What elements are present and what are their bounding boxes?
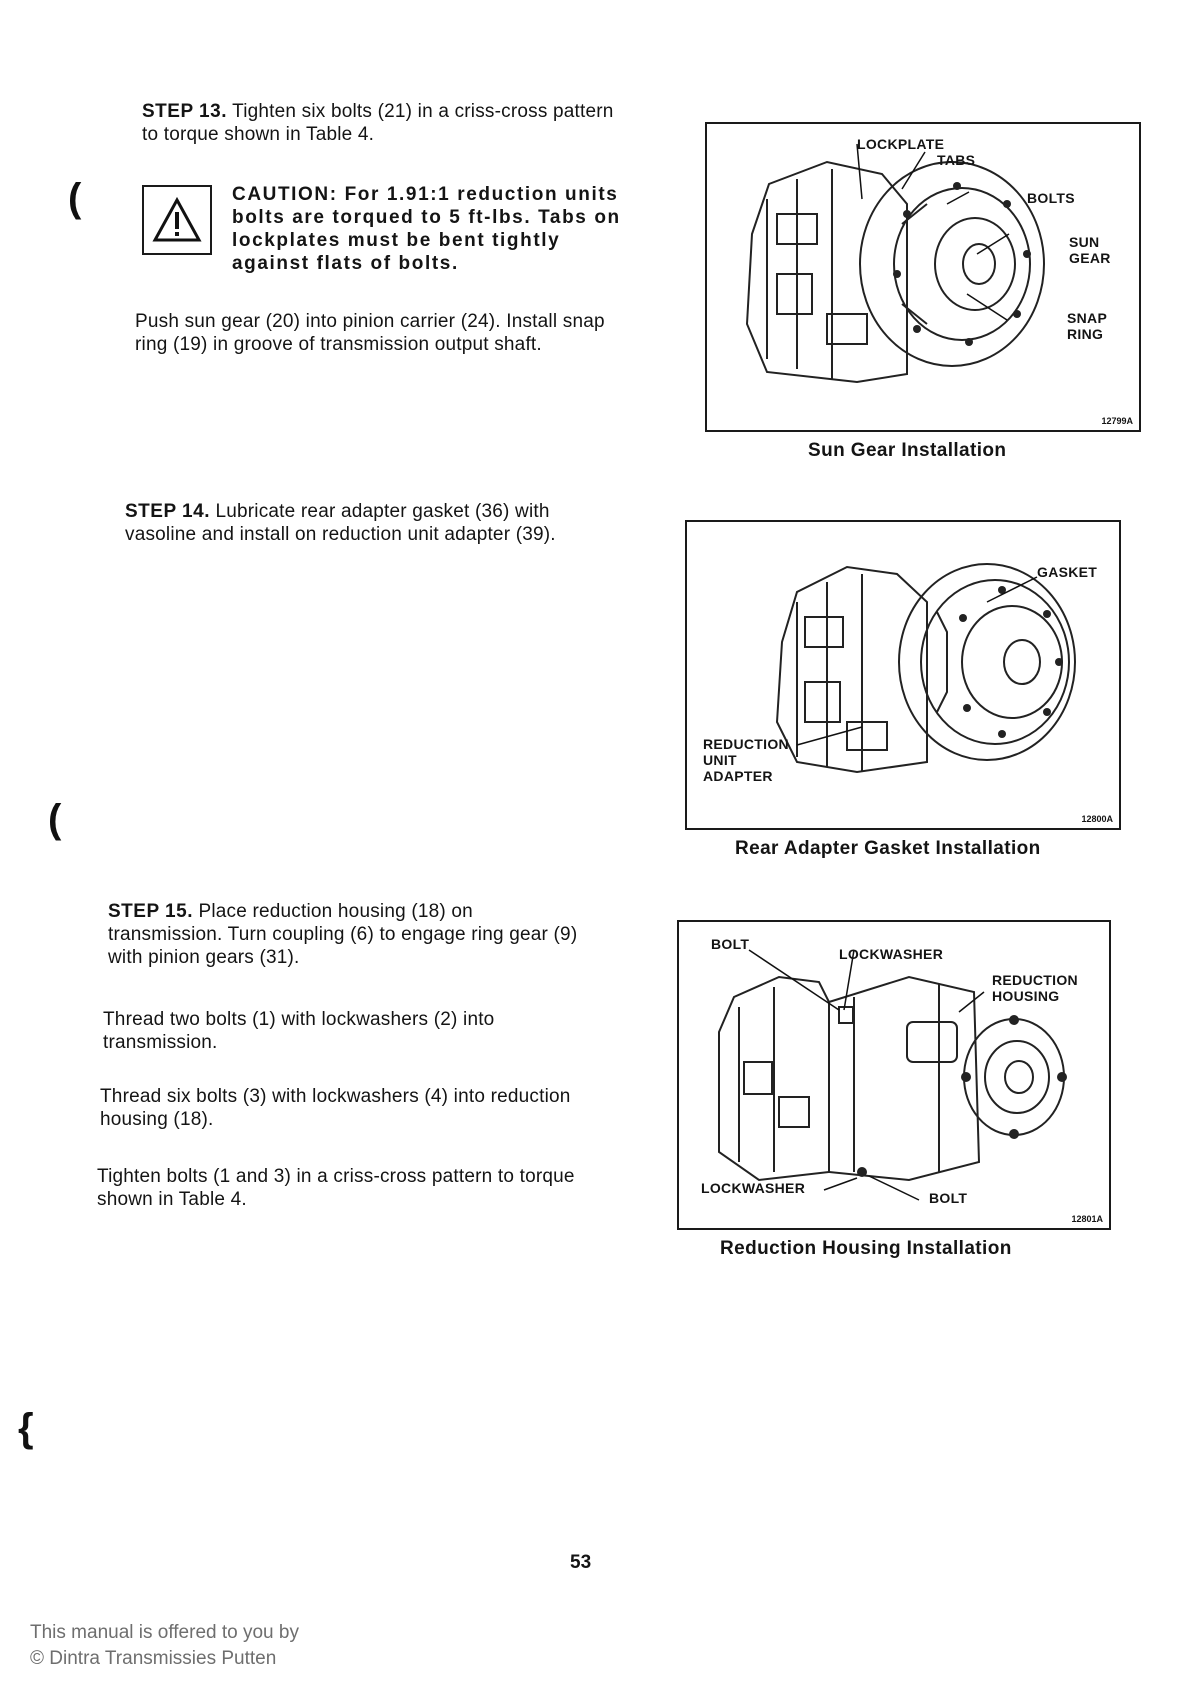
caution-label: CAUTION: — [232, 184, 338, 205]
sun-gear-figure-number: 12799A — [1101, 416, 1133, 426]
footer — [30, 1620, 299, 1672]
bolt-bottom-label: BOLT — [929, 1190, 968, 1206]
step13-label: STEP 13. — [142, 101, 227, 122]
step15-paragraph-1: Thread two bolts (1) with lockwashers (2) into transmission. — [103, 1009, 495, 1053]
step13-text — [142, 100, 620, 146]
reduction-housing-caption: Reduction Housing Installation — [720, 1238, 1012, 1259]
step13-body: Tighten six bolts (21) in a criss-cross pattern to torque shown in Table 4. — [142, 101, 614, 145]
lockwasher-top-label: LOCKWASHER — [839, 946, 944, 962]
gasket-caption: Rear Adapter Gasket Installation — [735, 838, 1041, 859]
step14-label: STEP 14. — [125, 501, 210, 522]
caution-box — [142, 185, 212, 255]
gasket-label: GASKET — [1037, 564, 1098, 580]
bolts-label: BOLTS — [1027, 190, 1075, 206]
gasket-figure — [685, 520, 1121, 830]
step13-paragraph: Push sun gear (20) into pinion carrier (24). Install snap ring (19) in groove of transmission output shaft. — [135, 311, 605, 355]
bolt-top-label: BOLT — [711, 936, 750, 952]
sun-gear-illustration — [707, 124, 1139, 430]
margin-mark-3: { — [18, 1406, 34, 1450]
caution-text — [232, 183, 622, 275]
step14-body: Lubricate rear adapter gasket (36) with vasoline and install on reduction unit adapter (39). — [125, 501, 556, 545]
step15-text — [108, 900, 588, 969]
reduction-housing-label: REDUCTION HOUSING — [992, 972, 1078, 1004]
step15-body: Place reduction housing (18) on transmission. Turn coupling (6) to engage ring gear (9) with pinion gears (31). — [108, 901, 578, 968]
step14-text — [125, 500, 603, 546]
lockwasher-bottom-label: LOCKWASHER — [701, 1180, 806, 1196]
sun-gear-label: SUN GEAR — [1069, 234, 1111, 266]
step15-label: STEP 15. — [108, 901, 193, 922]
caution-body: For 1.91:1 reduction units bolts are torqued to 5 ft-lbs. Tabs on lockplates must be bent tightly against flats of bolts. — [232, 184, 621, 274]
reduction-housing-figure — [677, 920, 1111, 1230]
footer-line-1: This manual is offered to you by — [30, 1622, 299, 1643]
sun-gear-figure — [705, 122, 1141, 432]
sun-gear-caption: Sun Gear Installation — [808, 440, 1007, 461]
step15-paragraph-2: Thread six bolts (3) with lockwashers (4) into reduction housing (18). — [100, 1086, 571, 1130]
margin-mark-1: ( — [68, 176, 82, 220]
warning-triangle-icon — [152, 197, 202, 243]
margin-mark-2: ( — [48, 797, 62, 841]
snap-ring-label: SNAP RING — [1067, 310, 1108, 342]
gasket-figure-number: 12800A — [1081, 814, 1113, 824]
reduction-housing-figure-number: 12801A — [1071, 1214, 1103, 1224]
tabs-label: TABS — [937, 152, 976, 168]
lockplate-label: LOCKPLATE — [857, 136, 945, 152]
step15-paragraph-3: Tighten bolts (1 and 3) in a criss-cross pattern to torque shown in Table 4. — [97, 1166, 575, 1210]
footer-line-2: © Dintra Transmissies Putten — [30, 1648, 277, 1669]
reduction-unit-adapter-label: REDUCTION UNIT ADAPTER — [703, 736, 789, 784]
page-number: 53 — [570, 1552, 592, 1573]
